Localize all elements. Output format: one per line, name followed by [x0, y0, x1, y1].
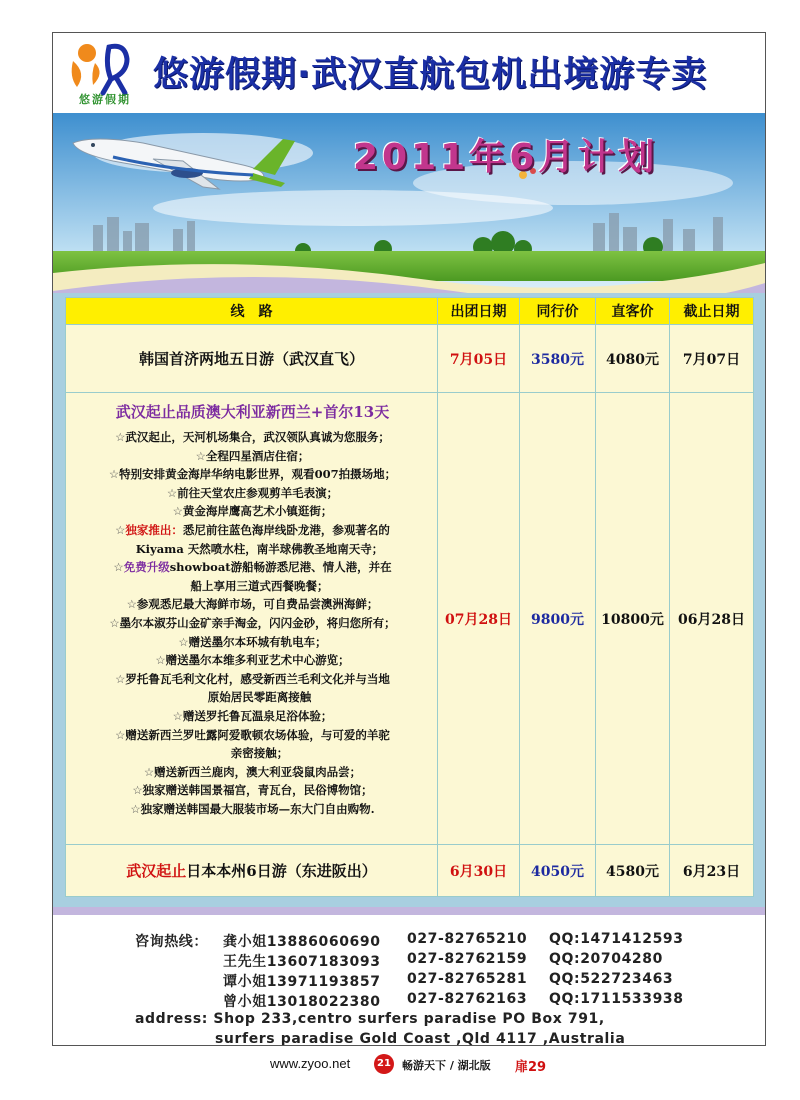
- itinerary-item-text: 赠送新西兰鹿肉，澳大利亚袋鼠肉品尝；: [154, 764, 362, 779]
- itinerary-item-text: 前往天堂农庄参观剪羊毛表演；: [177, 485, 339, 500]
- star-bullet-icon: ☆: [115, 727, 126, 742]
- itinerary-item: [74, 595, 431, 614]
- itinerary-item-text: 赠送墨尔本维多利亚艺术中心游览；: [165, 653, 350, 668]
- itinerary-item: [74, 521, 431, 540]
- itinerary-item-text: 悉尼前往蓝色海岸线卧龙港，参观著名的: [182, 522, 390, 537]
- col-header-deadline: 截止日期: [670, 298, 754, 325]
- star-bullet-icon: ☆: [108, 467, 120, 482]
- star-bullet-icon: ☆: [113, 560, 124, 575]
- contact-tel: 027-82762163: [407, 991, 528, 1007]
- itinerary-item: [74, 447, 431, 466]
- plan-title: 2011年6月计划: [353, 137, 659, 178]
- website-link[interactable]: www.zyoo.net: [270, 1056, 351, 1071]
- itinerary-item-text: showboat游船畅游悉尼港、情人港，并在: [169, 560, 392, 575]
- itinerary-item: [74, 707, 431, 726]
- direct-price: 10800元: [596, 393, 670, 845]
- contact-tel: 027-82765210: [407, 931, 528, 947]
- star-bullet-icon: ☆: [195, 448, 206, 463]
- itinerary-item: [74, 558, 431, 577]
- header: [53, 33, 765, 113]
- route-name: 韩国首济两地五日游（武汉直飞）: [66, 325, 438, 393]
- contact-qq: QQ:522723463: [549, 971, 674, 987]
- table-header-row: [66, 298, 754, 325]
- route-table: [65, 297, 754, 897]
- itinerary-item-text: Kiyama 天然喷水柱，南半球佛教圣地南天寺；: [135, 541, 384, 556]
- address-line-2: surfers paradise Gold Coast ,Qld 4117 ,Australia: [215, 1031, 626, 1046]
- contact-qq: QQ:20704280: [549, 951, 663, 967]
- magazine-badge-icon: 21: [374, 1054, 394, 1074]
- star-bullet-icon: ☆: [115, 430, 126, 444]
- itinerary-item: [74, 633, 431, 652]
- address-line-1: address: Shop 233,centro surfers paradise PO Box 791,: [135, 1011, 605, 1027]
- itinerary-list: [74, 428, 431, 818]
- banner: [53, 113, 765, 313]
- star-bullet-icon: ☆: [166, 485, 178, 500]
- itinerary-item: [74, 800, 431, 819]
- route-title: [74, 401, 431, 422]
- itinerary-item-text: 赠送罗托鲁瓦温泉足浴体验；: [182, 708, 333, 723]
- magazine-name: 畅游天下 / 湖北版: [402, 1059, 491, 1072]
- itinerary-item: [74, 670, 431, 689]
- route-name: [66, 845, 438, 897]
- route-title-prefix: 武汉起止: [115, 403, 176, 421]
- itinerary-item-text: 原始居民零距离接触: [207, 690, 312, 705]
- direct-price: 4080元: [596, 325, 670, 393]
- contact-name: 王先生13607183093: [223, 954, 381, 970]
- divider: [53, 907, 765, 915]
- contact-tel: 027-82762159: [407, 951, 528, 967]
- direct-price: 4580元: [596, 845, 670, 897]
- itinerary-item-text: 特别安排黄金海岸华纳电影世界，观看007拍摄场地；: [119, 467, 397, 482]
- route-prefix: 武汉起止: [126, 862, 187, 880]
- itinerary-item-text: 独家赠送韩国景福宫，青瓦台，民俗博物馆；: [142, 783, 373, 798]
- itinerary-item-text: 赠送墨尔本环城有轨电车；: [188, 634, 327, 649]
- itinerary-item-text: 全程四星酒店住宿；: [205, 448, 310, 463]
- star-bullet-icon: ☆: [178, 634, 189, 649]
- table-row: [66, 325, 754, 393]
- itinerary-item-text: 参观悉尼最大海鲜市场，可自费品尝澳洲海鲜；: [136, 597, 379, 612]
- contact-tel: 027-82765281: [407, 971, 528, 987]
- star-bullet-icon: ☆: [172, 504, 183, 519]
- itinerary-item: [74, 540, 431, 559]
- itinerary-item: [74, 651, 431, 670]
- table-row: [66, 393, 754, 845]
- itinerary-item-text: 亲密接触；: [230, 746, 289, 761]
- route-rest: 日本本州6日游（东进阪出）: [186, 862, 377, 880]
- itinerary-item: [74, 465, 431, 484]
- contact-name: 谭小姐13971193857: [223, 974, 381, 990]
- contact-name: 龚小姐13886060690: [223, 934, 381, 950]
- col-header-route: 线 路: [66, 298, 438, 325]
- depart-date: 7月05日: [438, 325, 520, 393]
- itinerary-item: [74, 744, 431, 763]
- itinerary-highlight: 独家推出：: [125, 522, 183, 537]
- star-bullet-icon: ☆: [109, 615, 120, 630]
- deadline-date: 7月07日: [670, 325, 754, 393]
- deadline-date: 6月23日: [670, 845, 754, 897]
- contact-label: 咨询热线：: [135, 934, 208, 950]
- col-header-direct-price: 直客价: [596, 298, 670, 325]
- itinerary-item-text: 独家赠送韩国最大服装市场—东大门自由购物.: [140, 801, 375, 816]
- itinerary-item-text: 武汉起止，天河机场集合，武汉领队真诚为您服务；: [125, 430, 390, 444]
- itinerary-item-text: 船上享用三道式西餐晚餐；: [190, 578, 329, 593]
- star-bullet-icon: ☆: [155, 653, 166, 668]
- route-title-rest: 品质澳大利亚新西兰+首尔13天: [175, 403, 390, 421]
- col-header-depart-date: 出团日期: [438, 298, 520, 325]
- itinerary-item: [74, 484, 431, 503]
- itinerary-item-text: 赠送新西兰罗吐露阿爱歌顿农场体验，与可爱的羊驼: [125, 727, 390, 742]
- itinerary-item: [74, 688, 431, 707]
- star-bullet-icon: ☆: [130, 801, 141, 816]
- itinerary-item: [74, 614, 431, 633]
- itinerary-item: [74, 726, 431, 745]
- deadline-date: 06月28日: [670, 393, 754, 845]
- itinerary-item-text: 墨尔本淑芬山金矿亲手淘金，闪闪金砂，将归您所有；: [119, 615, 396, 630]
- peer-price: 4050元: [520, 845, 596, 897]
- star-bullet-icon: ☆: [126, 597, 137, 612]
- itinerary-item: [74, 577, 431, 596]
- itinerary-item: [74, 428, 431, 447]
- page-footer: [0, 1050, 800, 1080]
- itinerary-item: [74, 763, 431, 782]
- star-bullet-icon: ☆: [143, 764, 155, 779]
- depart-date: 07月28日: [438, 393, 520, 845]
- itinerary-item: [74, 502, 431, 521]
- depart-date: 6月30日: [438, 845, 520, 897]
- contact-qq: QQ:1471412593: [549, 931, 684, 947]
- route-detail: [66, 393, 438, 845]
- contact-qq: QQ:1711533938: [549, 991, 684, 1007]
- itinerary-item-text: 黄金海岸鹰高艺术小镇逛街；: [182, 504, 333, 519]
- star-bullet-icon: ☆: [172, 708, 183, 723]
- page-title: 悠游假期·武汉直航包机出境游专卖: [153, 55, 708, 95]
- flyer-frame: [52, 32, 766, 1046]
- star-bullet-icon: ☆: [115, 671, 126, 686]
- star-bullet-icon: ☆: [132, 783, 143, 798]
- peer-price: 3580元: [520, 325, 596, 393]
- page-number: 扉29: [515, 1060, 547, 1075]
- itinerary-item-text: 罗托鲁瓦毛利文化村，感受新西兰毛利文化并与当地: [125, 671, 390, 686]
- contact-name: 曾小姐13018022380: [223, 994, 381, 1010]
- peer-price: 9800元: [520, 393, 596, 845]
- table-row: [66, 845, 754, 897]
- star-bullet-icon: ☆: [115, 522, 126, 537]
- itinerary-highlight: 免费升级: [123, 560, 170, 575]
- itinerary-item: [74, 781, 431, 800]
- col-header-peer-price: 同行价: [520, 298, 596, 325]
- logo-text: 悠游假期: [79, 93, 131, 106]
